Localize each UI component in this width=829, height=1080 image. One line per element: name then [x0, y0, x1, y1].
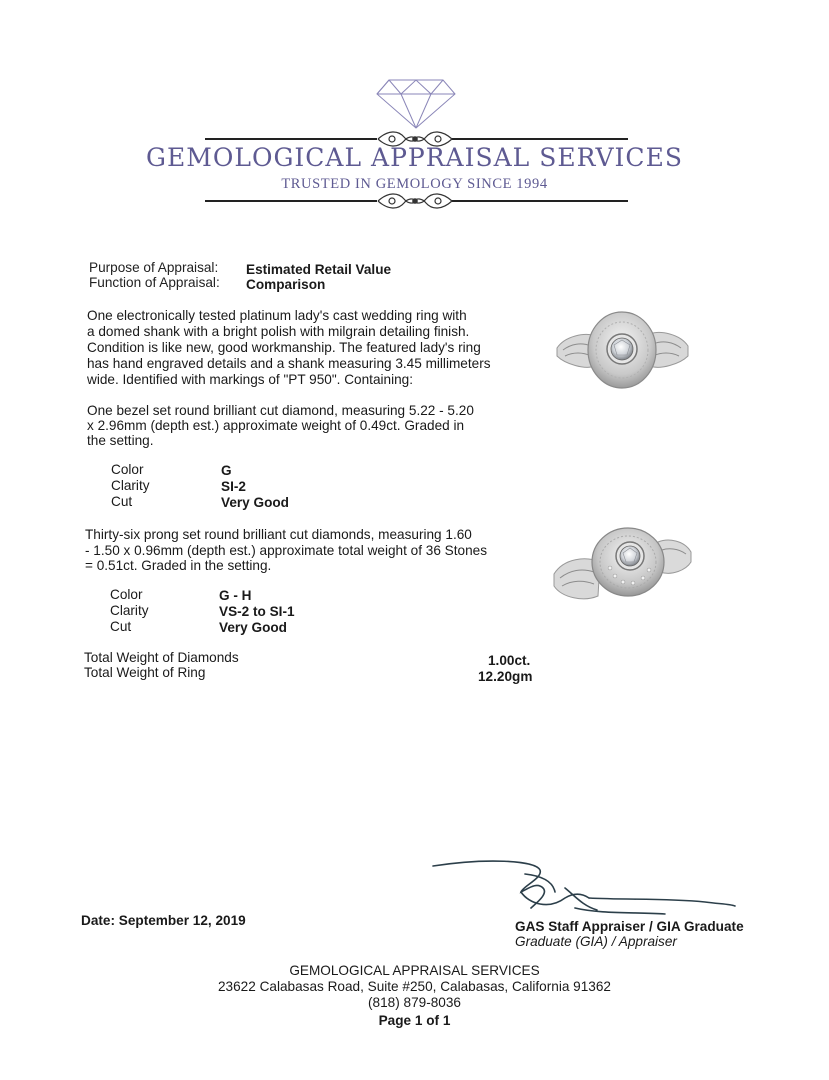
- accent-color-value: G - H: [219, 588, 252, 603]
- accent-stones-description-line: Thirty-six prong set round brilliant cut diamonds, measuring 1.60: [85, 527, 472, 542]
- ring-photo-side: [550, 512, 695, 612]
- footer-company-name: GEMOLOGICAL APPRAISAL SERVICES: [289, 963, 540, 978]
- header-rule-top-right: [452, 138, 628, 140]
- company-tagline: TRUSTED IN GEMOLOGY SINCE 1994: [281, 176, 548, 192]
- center-stone-description-line: One bezel set round brilliant cut diamond, measuring 5.22 - 5.20: [87, 403, 474, 418]
- total-ring-value: 12.20gm: [478, 669, 533, 684]
- header-rule-bottom-right: [452, 200, 628, 202]
- total-ring-label: Total Weight of Ring: [84, 665, 206, 680]
- center-stone-description-line: x 2.96mm (depth est.) approximate weight of 0.49ct. Graded in: [87, 418, 465, 433]
- footer-address: 23622 Calabasas Road, Suite #250, Calabasas, California 91362: [218, 979, 611, 994]
- accent-stones-description-line: - 1.50 x 0.96mm (depth est.) approximate total weight of 36 Stones: [85, 543, 487, 558]
- center-cut-label: Cut: [111, 494, 133, 509]
- flourish-ornament-icon: [370, 190, 460, 212]
- function-label: Function of Appraisal:: [89, 275, 220, 290]
- description-line: Condition is like new, good workmanship. The featured lady's ring: [87, 340, 481, 355]
- company-name-header: GEMOLOGICAL APPRAISAL SERVICES: [146, 143, 683, 172]
- accent-clarity-value: VS-2 to SI-1: [219, 604, 295, 619]
- center-clarity-label: Clarity: [111, 478, 150, 493]
- description-line: wide. Identified with markings of "PT 950". Containing:: [87, 372, 414, 387]
- accent-stones-description-line: = 0.51ct. Graded in the setting.: [85, 558, 272, 573]
- appraiser-subtitle: Graduate (GIA) / Appraiser: [515, 934, 677, 949]
- description-line: has hand engraved details and a shank measuring 3.45 millimeters: [87, 356, 491, 371]
- description-line: One electronically tested platinum lady's cast wedding ring with: [87, 308, 467, 323]
- center-color-label: Color: [111, 462, 144, 477]
- header-rule-bottom-left: [205, 200, 377, 202]
- function-value: Comparison: [246, 277, 326, 292]
- ring-photo-top: [555, 300, 690, 400]
- appraiser-title: GAS Staff Appraiser / GIA Graduate: [515, 919, 744, 934]
- header-rule-top-left: [205, 138, 377, 140]
- accent-cut-label: Cut: [110, 619, 132, 634]
- center-color-value: G: [221, 463, 232, 478]
- accent-cut-value: Very Good: [219, 620, 287, 635]
- description-line: a domed shank with a bright polish with milgrain detailing finish.: [87, 324, 470, 339]
- accent-color-label: Color: [110, 587, 143, 602]
- diamond-logo-icon: [375, 78, 457, 130]
- total-diamonds-label: Total Weight of Diamonds: [84, 650, 239, 665]
- center-stone-description-line: the setting.: [87, 433, 154, 448]
- handwritten-signature: [425, 852, 745, 922]
- center-cut-value: Very Good: [221, 495, 289, 510]
- page-number: Page 1 of 1: [378, 1013, 451, 1028]
- center-clarity-value: SI-2: [221, 479, 246, 494]
- appraisal-date: Date: September 12, 2019: [81, 913, 246, 928]
- footer-phone: (818) 879-8036: [368, 995, 461, 1010]
- accent-clarity-label: Clarity: [110, 603, 149, 618]
- total-diamonds-value: 1.00ct.: [488, 653, 531, 668]
- purpose-value: Estimated Retail Value: [246, 262, 392, 277]
- purpose-label: Purpose of Appraisal:: [89, 260, 219, 275]
